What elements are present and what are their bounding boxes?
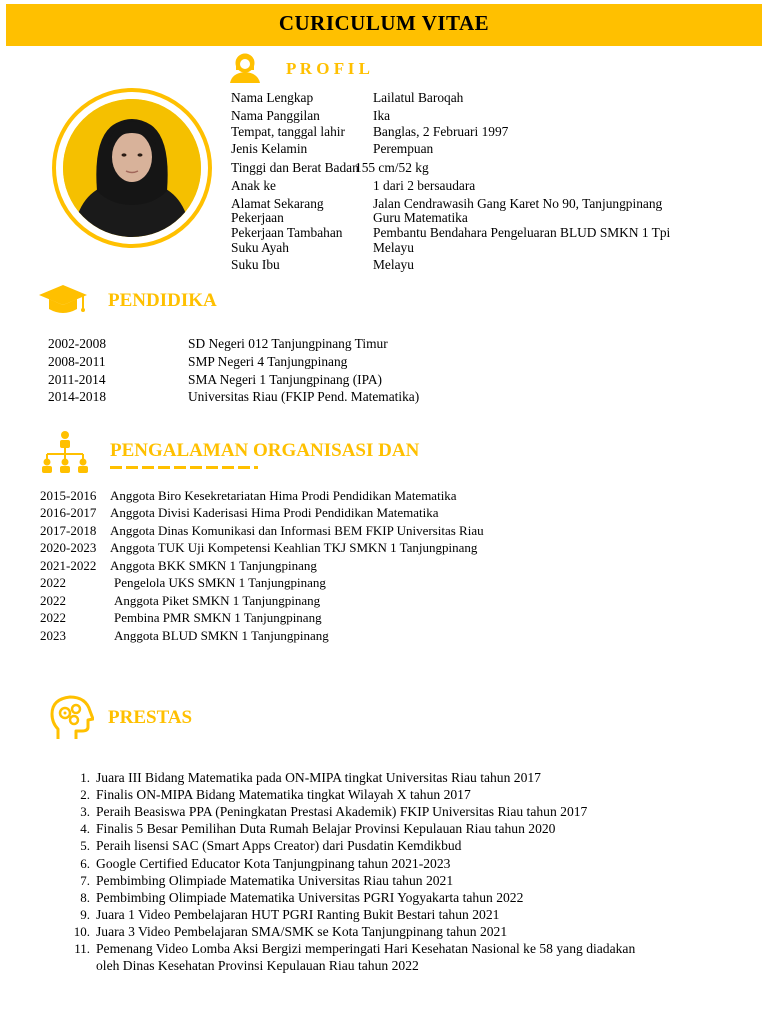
achievement-item: Pembimbing Olimpiade Matematika Universitas Riau tahun 2021 — [96, 873, 454, 888]
profile-value: Melayu — [373, 257, 414, 272]
achievement-item: Juara 1 Video Pembelajaran HUT PGRI Ranting Bukit Bestari tahun 2021 — [96, 907, 500, 922]
education-school: SMP Negeri 4 Tanjungpinang — [188, 354, 348, 369]
profile-value: Jalan Cendrawasih Gang Karet No 90, Tanjungpinang — [373, 196, 663, 211]
organization-year: 2020-2023 — [40, 540, 97, 555]
profile-value: Lailatul Baroqah — [373, 90, 464, 105]
achievement-number: 8. — [80, 890, 90, 905]
organization-year: 2017-2018 — [40, 523, 97, 538]
education-year: 2011-2014 — [48, 372, 106, 387]
organization-year: 2016-2017 — [40, 505, 97, 520]
profile-photo — [63, 99, 201, 237]
education-school: SD Negeri 012 Tanjungpinang Timur — [188, 336, 388, 351]
organization-description: Anggota TUK Uji Kompetensi Keahlian TKJ SMKN 1 Tanjungpinang — [110, 540, 478, 555]
organization-description: Pengelola UKS SMKN 1 Tanjungpinang — [114, 575, 326, 590]
profile-value: Banglas, 2 Februari 1997 — [373, 124, 509, 139]
achievement-item: Pembimbing Olimpiade Matematika Universitas PGRI Yogyakarta tahun 2022 — [96, 890, 524, 905]
profile-label: Tinggi dan Berat Badan — [231, 160, 359, 175]
profile-value: 155 cm/52 kg — [355, 160, 429, 175]
organization-year: 2022 — [40, 593, 66, 608]
profile-value: 1 dari 2 bersaudara — [373, 178, 476, 193]
education-school: Universitas Riau (FKIP Pend. Matematika) — [188, 389, 420, 404]
graduation-cap-icon — [38, 283, 88, 317]
profile-value: Pembantu Bendahara Pengeluaran BLUD SMKN 1 Tpi — [373, 225, 671, 240]
achievement-item: Peraih lisensi SAC (Smart Apps Creator) dari Pusdatin Kemdikbud — [96, 838, 462, 853]
profile-label: Jenis Kelamin — [231, 141, 308, 156]
achievement-item: Juara III Bidang Matematika pada ON-MIPA tingkat Universitas Riau tahun 2017 — [96, 770, 541, 785]
achievement-number: 3. — [80, 804, 90, 819]
achievement-number: 7. — [80, 873, 90, 888]
organization-description: Anggota Biro Kesekretariatan Hima Prodi Pendidikan Matematika — [110, 488, 457, 503]
organization-year: 2015-2016 — [40, 488, 97, 503]
organization-year: 2021-2022 — [40, 558, 97, 573]
achievement-item: Pemenang Video Lomba Aksi Bergizi memperingati Hari Kesehatan Nasional ke 58 yang diadakan — [96, 941, 636, 956]
achievement-item: Finalis 5 Besar Pemilihan Duta Rumah Belajar Provinsi Kepulauan Riau tahun 2020 — [96, 821, 556, 836]
organization-year: 2023 — [40, 628, 66, 643]
title-overflow-fragment — [110, 466, 258, 469]
education-school: SMA Negeri 1 Tanjungpinang (IPA) — [188, 372, 382, 387]
organization-description: Anggota Dinas Komunikasi dan Informasi BEM FKIP Universitas Riau — [110, 523, 484, 538]
achievement-item: Juara 3 Video Pembelajaran SMA/SMK se Kota Tanjungpinang tahun 2021 — [96, 924, 508, 939]
organization-year: 2022 — [40, 610, 66, 625]
achievements-section-title: PRESTAS — [108, 707, 193, 728]
profile-label: Nama Lengkap — [231, 90, 314, 105]
profile-value: Guru Matematika — [373, 210, 468, 225]
achievement-number: 11. — [74, 941, 90, 956]
achievement-number: 1. — [80, 770, 90, 785]
profile-label: Suku Ibu — [231, 257, 280, 272]
achievement-number: 5. — [80, 838, 90, 853]
profile-value: Perempuan — [373, 141, 434, 156]
achievement-item: Google Certified Educator Kota Tanjungpinang tahun 2021-2023 — [96, 856, 451, 871]
education-year: 2014-2018 — [48, 389, 107, 404]
profile-value: Melayu — [373, 240, 414, 255]
person-icon — [228, 52, 262, 84]
profile-label: Suku Ayah — [231, 240, 289, 255]
achievement-item: oleh Dinas Kesehatan Provinsi Kepulauan Riau tahun 2022 — [96, 958, 419, 973]
org-chart-icon — [40, 430, 90, 474]
page-title: CURICULUM VITAE — [278, 11, 490, 35]
head-gears-icon — [50, 695, 94, 741]
profile-label: Nama Panggilan — [231, 108, 320, 123]
education-year: 2002-2008 — [48, 336, 107, 351]
profile-value: Ika — [373, 108, 391, 123]
organization-description: Anggota BLUD SMKN 1 Tanjungpinang — [114, 628, 329, 643]
education-year: 2008-2011 — [48, 354, 106, 369]
profile-label: Tempat, tanggal lahir — [231, 124, 345, 139]
organization-description: Anggota Divisi Kaderisasi Hima Prodi Pendidikan Matematika — [110, 505, 439, 520]
profile-label: Alamat Sekarang — [231, 196, 324, 211]
achievement-number: 4. — [80, 821, 90, 836]
organization-section-title: PENGALAMAN ORGANISASI DAN — [110, 440, 420, 461]
education-section-title: PENDIDIKA — [108, 290, 217, 311]
profile-label: Anak ke — [231, 178, 276, 193]
organization-year: 2022 — [40, 575, 66, 590]
achievement-number: 6. — [80, 856, 90, 871]
organization-description: Anggota Piket SMKN 1 Tanjungpinang — [114, 593, 321, 608]
achievement-number: 10. — [73, 924, 90, 939]
achievement-number: 9. — [80, 907, 90, 922]
achievement-item: Peraih Beasiswa PPA (Peningkatan Prestasi Akademik) FKIP Universitas Riau tahun 2017 — [96, 804, 588, 819]
achievement-item: Finalis ON-MIPA Bidang Matematika tingkat Wilayah X tahun 2017 — [96, 787, 471, 802]
profile-label: Pekerjaan — [231, 210, 284, 225]
profile-label: Pekerjaan Tambahan — [231, 225, 343, 240]
profile-section-title: P R O F I L — [286, 59, 370, 78]
organization-description: Pembina PMR SMKN 1 Tanjungpinang — [114, 610, 322, 625]
achievement-number: 2. — [80, 787, 90, 802]
organization-description: Anggota BKK SMKN 1 Tanjungpinang — [110, 558, 317, 573]
